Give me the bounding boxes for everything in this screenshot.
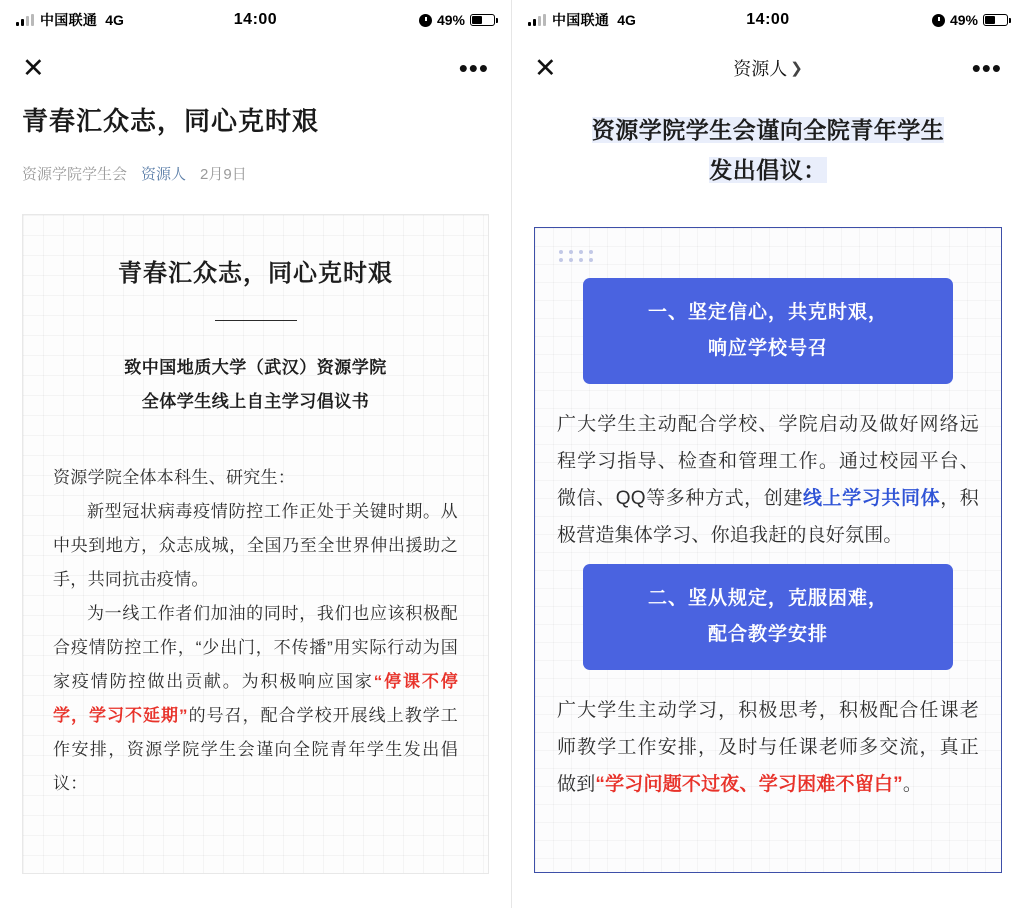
banner-2-line-2: 配合教学安排 (707, 623, 828, 645)
poster-paragraph-1-part-1: 广大学生主动配合学校、学院启动及做好网络远程学习指导、检查和管理工作。通过校园平台、微信、QQ等多种方式，创建 (557, 413, 979, 509)
card-heading: 青春汇众志，同心克时艰 (118, 260, 393, 288)
right-phone-screen (512, 0, 1024, 908)
poster-paragraph-2 (557, 692, 979, 803)
article-container (0, 96, 511, 874)
alarm-clock-icon (419, 14, 432, 27)
status-bar-clock: 14:00 (233, 11, 278, 28)
paragraph-2-highlight: “停课不停学，学习不延期” (53, 672, 458, 726)
article-content-card (22, 214, 489, 874)
close-icon[interactable]: ✕ (22, 52, 45, 83)
article-author: 资源学院学生会 (22, 166, 128, 184)
poster-paragraph-2-highlight: “学习问题不过夜、学习困难不留白” (595, 774, 903, 796)
poster-paragraph-2-part-2: 。 (902, 774, 923, 796)
signal-strength-icon (528, 14, 546, 26)
network-type-label: 4G (105, 12, 124, 28)
status-bar-right-group (419, 12, 495, 28)
section-heading (534, 100, 1002, 191)
poster-paragraph-1 (557, 406, 979, 554)
poster-paragraph-1-part-2: ，积极营造集体学习、你追我赶的良好氛围。 (557, 487, 979, 546)
banner-item-1 (583, 278, 953, 384)
card-subtitle-line-2: 全体学生线上自主学习倡议书 (141, 392, 370, 412)
right-content-container (512, 96, 1024, 873)
dot-grid-decoration-icon (559, 250, 979, 262)
nav-title-label: 资源人 (733, 59, 788, 79)
chevron-right-icon: ❯ (790, 60, 803, 77)
close-icon[interactable]: ✕ (534, 52, 557, 83)
banner-item-2 (583, 564, 953, 670)
article-date: 2月9日 (200, 166, 247, 184)
paragraph-2-part-2: 的号召，配合学校开展线上教学工作安排，资源学院学生会谨向全院青年学生发出倡议： (53, 706, 459, 794)
battery-percent-label: 49% (949, 12, 978, 28)
paragraph-1: 新型冠状病毒疫情防控工作正处于关键时期。从中央到地方，众志成城，全国乃至全世界伸出援助之手，共同抗击疫情。 (53, 502, 458, 590)
article-meta (22, 163, 489, 184)
section-heading-line-1: 资源学院学生会谨向全院青年学生 (591, 117, 945, 143)
card-subtitle (53, 351, 458, 419)
status-bar-right-group-2 (932, 12, 1008, 28)
article-account-link[interactable]: 资源人 (141, 166, 187, 184)
card-subtitle-line-1: 致中国地质大学（武汉）资源学院 (124, 358, 387, 378)
nav-bar-right (512, 40, 1024, 96)
paragraph-2 (53, 597, 458, 801)
poster-paragraph-1-highlight: 线上学习共同体 (802, 487, 941, 509)
divider-rule (215, 320, 297, 321)
nav-title[interactable] (512, 52, 1024, 83)
poster-paragraph-2-part-1: 广大学生主动学习，积极思考，积极配合任课老师教学工作安排，及时与任课老师多交流，真正做到 (557, 700, 979, 796)
banner-1-line-2: 响应学校号召 (707, 337, 828, 359)
network-type-label: 4G (617, 12, 636, 28)
alarm-clock-icon (932, 14, 945, 27)
card-body (53, 461, 458, 801)
carrier-label: 中国联通 (40, 12, 98, 28)
status-bar-left-group (16, 10, 124, 30)
battery-icon (470, 14, 495, 26)
proposal-poster-card (534, 227, 1002, 873)
more-options-icon[interactable]: ••• (971, 53, 1002, 83)
status-bar-right (512, 0, 1024, 40)
salutation-text: 资源学院全体本科生、研究生： (53, 468, 296, 488)
more-options-icon[interactable]: ••• (458, 53, 489, 83)
page-title: 青春汇众志，同心克时艰 (22, 106, 320, 136)
nav-bar-left (0, 40, 511, 96)
status-bar-left (0, 0, 511, 40)
banner-2-line-1: 二、坚从规定，克服困难， (647, 587, 888, 609)
status-bar-clock: 14:00 (746, 11, 790, 28)
battery-percent-label: 49% (436, 12, 465, 28)
battery-icon (983, 14, 1008, 26)
paragraph-2-part-1: 为一线工作者们加油的同时，我们也应该积极配合疫情防控工作，“少出门，不传播”用实际行动为国家疫情防控做出贡献。为积极响应国家 (53, 604, 458, 692)
banner-1-line-1: 一、坚定信心，共克时艰， (647, 301, 888, 323)
carrier-label: 中国联通 (552, 12, 610, 28)
section-heading-line-2: 发出倡议： (709, 157, 827, 184)
signal-strength-icon (16, 14, 34, 26)
status-bar-left-group-2 (528, 10, 636, 30)
